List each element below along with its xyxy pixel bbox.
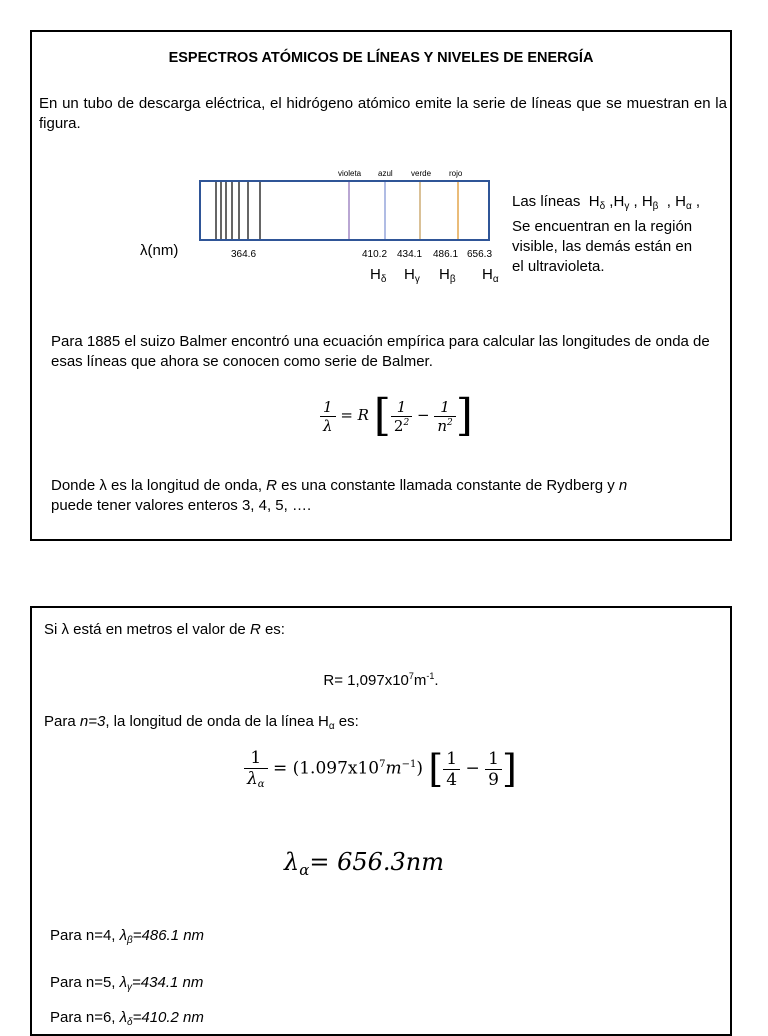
spectrum-box: [199, 180, 491, 242]
tick-656-3: 656.3: [467, 249, 493, 260]
tick-486-1: 486.1: [433, 249, 459, 260]
intro-paragraph: En un tubo de descarga eléctrica, el hidrógeno atómico emite la serie de líneas que se muestran en la figura.: [39, 95, 727, 132]
r-value: $R= 1,097x10^7m^{-1}$.: [323, 671, 439, 689]
side-note-line3: visible, las demás están en: [512, 238, 693, 255]
n3-statement: Para n=3, la longitud de onda de la línea $H_\alpha$ es:: [44, 713, 359, 732]
balmer-formula: $\frac{1}{\lambda}$ = R [ $\frac{1}{2^2}$ − $\frac{1}{n^2}$ ]: [320, 394, 473, 438]
equation-result: $\lambda_\alpha= 656.3nm$: [284, 848, 445, 879]
result-n4: Para n=4, $\lambda_\beta=486.1$ nm: [50, 927, 205, 946]
side-note: [512, 192, 727, 277]
slide-balmer-intro: [30, 30, 732, 541]
axis-label-lambda: λ(nm): [140, 242, 179, 259]
label-verde: verde: [411, 169, 432, 178]
symbol-h-gamma: $H_\gamma$: [404, 266, 420, 285]
r-intro: Si λ está en metros el valor de R es:: [44, 621, 285, 638]
spectrum-frame: [200, 181, 489, 240]
side-note-line1: Las líneas $H_\delta$ $,H_\gamma$ , $H_\beta$ , $H_\alpha$ ,: [512, 193, 701, 212]
definition-paragraph: Donde λ es la longitud de onda, R es una constante llamada constante de Rydberg y n puede tener valores enteros 3, 4, 5, ….: [51, 477, 628, 514]
symbol-h-beta: $H_\beta$: [439, 266, 456, 285]
label-violeta: violeta: [338, 169, 362, 178]
spectrum-figure: [190, 156, 520, 291]
label-rojo: rojo: [449, 169, 463, 178]
slide-rydberg-calc: [30, 606, 732, 1036]
side-note-line4: el ultravioleta.: [512, 258, 605, 275]
label-azul: azul: [378, 169, 393, 178]
tick-364-6: 364.6: [231, 249, 257, 260]
result-n6: Para n=6, $\lambda_\delta=410.2$ nm: [50, 1009, 204, 1028]
side-note-line2: Se encuentran en la región: [512, 218, 693, 235]
tick-434-1: 434.1: [397, 249, 423, 260]
symbol-h-delta: $H_\delta$: [370, 266, 387, 285]
color-labels: [338, 169, 518, 179]
slide-title: ESPECTROS ATÓMICOS DE LÍNEAS Y NIVELES DE ENERGÍA: [168, 50, 594, 66]
equation-lambda-alpha: $\frac{1}{\lambda_\alpha}$ = $(1.097x10^7m^{-1})$ [ $\frac{1}{4}$ − $\frac{1}{9}$ ]: [244, 748, 517, 790]
symbol-h-alpha: $H_\alpha$: [482, 266, 499, 285]
result-n5: Para n=5, $\lambda_\gamma=434.1$ nm: [50, 974, 204, 993]
tick-410-2: 410.2: [362, 249, 388, 260]
balmer-paragraph: Para 1885 el suizo Balmer encontró una ecuación empírica para calcular las longitudes de onda de esas líneas que ahora se conocen como serie de Balmer.: [51, 333, 710, 370]
